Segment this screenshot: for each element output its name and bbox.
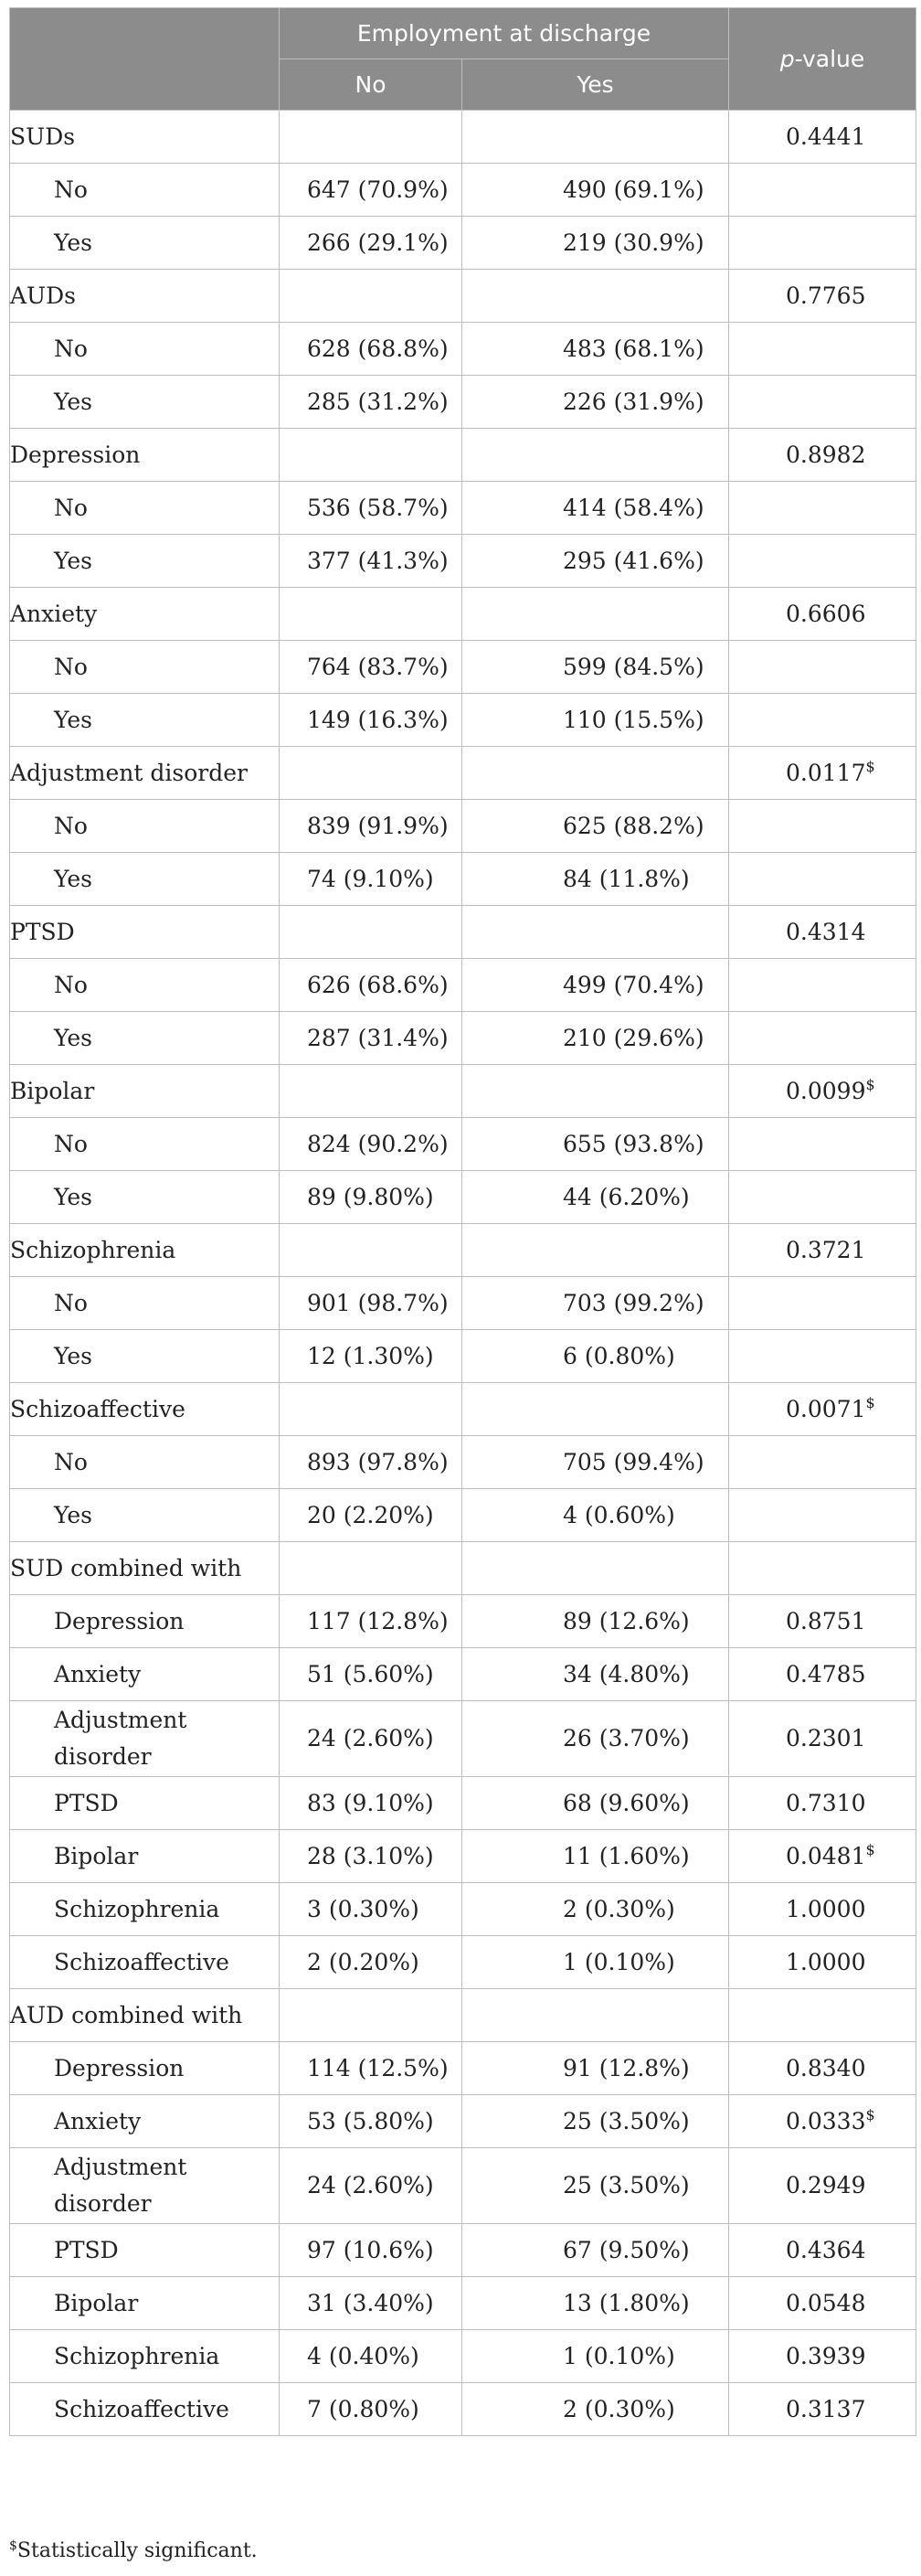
cell-yes: 13 (1.80%) bbox=[462, 2277, 729, 2330]
cell-no: 3 (0.30%) bbox=[280, 1883, 462, 1936]
cell-no: 2 (0.20%) bbox=[280, 1936, 462, 1989]
row-label: Anxiety bbox=[10, 1648, 280, 1701]
pvalue-text: 0.2301 bbox=[786, 1725, 866, 1751]
row-label: Anxiety bbox=[10, 2095, 280, 2148]
cell-no bbox=[280, 747, 462, 800]
cell-no: 626 (68.6%) bbox=[280, 959, 462, 1012]
table-row bbox=[10, 270, 916, 323]
cell-yes bbox=[462, 747, 729, 800]
table-row bbox=[10, 2224, 916, 2277]
table-row bbox=[10, 2042, 916, 2095]
cell-pvalue bbox=[729, 2277, 916, 2330]
table-row bbox=[10, 164, 916, 217]
cell-pvalue bbox=[729, 853, 916, 906]
row-label: Yes bbox=[10, 535, 280, 588]
cell-yes: 25 (3.50%) bbox=[462, 2148, 729, 2224]
cell-yes: 110 (15.5%) bbox=[462, 694, 729, 747]
cell-no: 97 (10.6%) bbox=[280, 2224, 462, 2277]
row-label: Yes bbox=[10, 853, 280, 906]
cell-no: 266 (29.1%) bbox=[280, 217, 462, 270]
cell-pvalue bbox=[729, 694, 916, 747]
table-row bbox=[10, 1330, 916, 1383]
cell-no: 536 (58.7%) bbox=[280, 482, 462, 535]
row-label: Schizophrenia bbox=[10, 1224, 280, 1277]
row-label: No bbox=[10, 959, 280, 1012]
row-label: Schizoaffective bbox=[10, 2383, 280, 2436]
table-row bbox=[10, 1489, 916, 1542]
row-label: Schizophrenia bbox=[10, 1883, 280, 1936]
employment-table bbox=[9, 7, 916, 2436]
cell-yes bbox=[462, 588, 729, 641]
cell-pvalue bbox=[729, 2095, 916, 2148]
row-label: AUD combined with bbox=[10, 1989, 280, 2042]
table-row bbox=[10, 853, 916, 906]
cell-no: 28 (3.10%) bbox=[280, 1830, 462, 1883]
table-row bbox=[10, 2148, 916, 2224]
cell-yes: 1 (0.10%) bbox=[462, 1936, 729, 1989]
table-row bbox=[10, 429, 916, 482]
cell-pvalue bbox=[729, 1383, 916, 1436]
table-body bbox=[10, 111, 916, 2436]
table-row bbox=[10, 800, 916, 853]
row-label: Adjustment disorder bbox=[10, 2148, 280, 2224]
row-label: AUDs bbox=[10, 270, 280, 323]
cell-no: 893 (97.8%) bbox=[280, 1436, 462, 1489]
cell-no: 824 (90.2%) bbox=[280, 1118, 462, 1171]
cell-yes: 295 (41.6%) bbox=[462, 535, 729, 588]
row-label: Yes bbox=[10, 376, 280, 429]
row-label: PTSD bbox=[10, 2224, 280, 2277]
cell-yes: 625 (88.2%) bbox=[462, 800, 729, 853]
row-label: Depression bbox=[10, 429, 280, 482]
cell-pvalue bbox=[729, 1883, 916, 1936]
table-row bbox=[10, 588, 916, 641]
header-group-title: Employment at discharge bbox=[280, 8, 729, 59]
pvalue-text: 1.0000 bbox=[786, 1949, 866, 1975]
cell-no: 24 (2.60%) bbox=[280, 1701, 462, 1777]
row-label: Bipolar bbox=[10, 1830, 280, 1883]
cell-no bbox=[280, 1989, 462, 2042]
cell-yes: 499 (70.4%) bbox=[462, 959, 729, 1012]
pvalue-text: 0.0481 bbox=[786, 1843, 866, 1869]
pvalue-text: 0.2949 bbox=[786, 2172, 866, 2198]
cell-no: 647 (70.9%) bbox=[280, 164, 462, 217]
cell-yes: 1 (0.10%) bbox=[462, 2330, 729, 2383]
cell-pvalue bbox=[729, 1224, 916, 1277]
cell-yes bbox=[462, 906, 729, 959]
table-row bbox=[10, 1436, 916, 1489]
cell-yes: 483 (68.1%) bbox=[462, 323, 729, 376]
table-row bbox=[10, 1065, 916, 1118]
pvalue-text: 0.0333 bbox=[786, 2108, 866, 2134]
cell-pvalue bbox=[729, 1118, 916, 1171]
cell-yes: 226 (31.9%) bbox=[462, 376, 729, 429]
cell-yes: 210 (29.6%) bbox=[462, 1012, 729, 1065]
cell-pvalue bbox=[729, 111, 916, 164]
cell-pvalue bbox=[729, 1595, 916, 1648]
cell-pvalue bbox=[729, 747, 916, 800]
row-label: PTSD bbox=[10, 1777, 280, 1830]
table-row bbox=[10, 747, 916, 800]
row-label: Bipolar bbox=[10, 2277, 280, 2330]
cell-yes: 68 (9.60%) bbox=[462, 1777, 729, 1830]
cell-no bbox=[280, 906, 462, 959]
table-row bbox=[10, 482, 916, 535]
cell-yes: 44 (6.20%) bbox=[462, 1171, 729, 1224]
row-label: Yes bbox=[10, 217, 280, 270]
cell-yes bbox=[462, 429, 729, 482]
cell-no: 74 (9.10%) bbox=[280, 853, 462, 906]
footnote-symbol: $ bbox=[9, 2539, 17, 2553]
significance-marker: $ bbox=[865, 2106, 875, 2124]
table-row bbox=[10, 1595, 916, 1648]
row-label: Yes bbox=[10, 1012, 280, 1065]
table-row bbox=[10, 1936, 916, 1989]
pvalue-text: 1.0000 bbox=[786, 1896, 866, 1922]
cell-pvalue bbox=[729, 1989, 916, 2042]
cell-no: 149 (16.3%) bbox=[280, 694, 462, 747]
table-row bbox=[10, 1830, 916, 1883]
cell-yes bbox=[462, 1224, 729, 1277]
pvalue-text: 0.8982 bbox=[786, 442, 866, 468]
row-label: Anxiety bbox=[10, 588, 280, 641]
row-label: Schizophrenia bbox=[10, 2330, 280, 2383]
header-pvalue bbox=[729, 8, 916, 111]
table-row bbox=[10, 323, 916, 376]
row-label: No bbox=[10, 1277, 280, 1330]
cell-yes: 6 (0.80%) bbox=[462, 1330, 729, 1383]
row-label: No bbox=[10, 323, 280, 376]
table-row bbox=[10, 1777, 916, 1830]
cell-yes: 599 (84.5%) bbox=[462, 641, 729, 694]
pvalue-text: 0.0548 bbox=[786, 2290, 866, 2316]
row-label: No bbox=[10, 482, 280, 535]
pvalue-text: 0.6606 bbox=[786, 601, 866, 627]
cell-pvalue bbox=[729, 1012, 916, 1065]
row-label: SUD combined with bbox=[10, 1542, 280, 1595]
cell-no: 901 (98.7%) bbox=[280, 1277, 462, 1330]
pvalue-text: 0.3137 bbox=[786, 2396, 866, 2422]
cell-pvalue bbox=[729, 1830, 916, 1883]
cell-pvalue bbox=[729, 2330, 916, 2383]
cell-no: 764 (83.7%) bbox=[280, 641, 462, 694]
cell-no: 24 (2.60%) bbox=[280, 2148, 462, 2224]
cell-no: 628 (68.8%) bbox=[280, 323, 462, 376]
pvalue-text: 0.3939 bbox=[786, 2343, 866, 2369]
table-row bbox=[10, 1171, 916, 1224]
row-label: Yes bbox=[10, 694, 280, 747]
cell-yes: 414 (58.4%) bbox=[462, 482, 729, 535]
cell-yes: 34 (4.80%) bbox=[462, 1648, 729, 1701]
table-row bbox=[10, 694, 916, 747]
row-label: Yes bbox=[10, 1489, 280, 1542]
cell-yes bbox=[462, 111, 729, 164]
table-row bbox=[10, 1224, 916, 1277]
cell-no: 89 (9.80%) bbox=[280, 1171, 462, 1224]
cell-pvalue bbox=[729, 2042, 916, 2095]
row-label: Adjustment disorder bbox=[10, 747, 280, 800]
cell-pvalue bbox=[729, 482, 916, 535]
row-label: SUDs bbox=[10, 111, 280, 164]
row-label: PTSD bbox=[10, 906, 280, 959]
cell-yes: 91 (12.8%) bbox=[462, 2042, 729, 2095]
table-row bbox=[10, 376, 916, 429]
header-blank-cell bbox=[10, 8, 280, 111]
pvalue-text: 0.7310 bbox=[786, 1790, 866, 1816]
cell-pvalue bbox=[729, 1777, 916, 1830]
cell-pvalue bbox=[729, 1330, 916, 1383]
row-label: Bipolar bbox=[10, 1065, 280, 1118]
cell-pvalue bbox=[729, 376, 916, 429]
table-row bbox=[10, 1383, 916, 1436]
row-label: Yes bbox=[10, 1330, 280, 1383]
cell-no bbox=[280, 429, 462, 482]
row-label: No bbox=[10, 1118, 280, 1171]
cell-no: 4 (0.40%) bbox=[280, 2330, 462, 2383]
header-pvalue-rest: -value bbox=[794, 46, 865, 72]
cell-pvalue bbox=[729, 535, 916, 588]
table-row bbox=[10, 111, 916, 164]
cell-yes bbox=[462, 1065, 729, 1118]
cell-yes: 11 (1.60%) bbox=[462, 1830, 729, 1883]
significance-marker: $ bbox=[865, 1076, 875, 1093]
pvalue-text: 0.7765 bbox=[786, 282, 866, 309]
cell-no: 287 (31.4%) bbox=[280, 1012, 462, 1065]
cell-yes bbox=[462, 270, 729, 323]
cell-no: 7 (0.80%) bbox=[280, 2383, 462, 2436]
cell-no: 839 (91.9%) bbox=[280, 800, 462, 853]
table-row bbox=[10, 1701, 916, 1777]
cell-pvalue bbox=[729, 217, 916, 270]
cell-pvalue bbox=[729, 1701, 916, 1777]
cell-pvalue bbox=[729, 1436, 916, 1489]
cell-pvalue bbox=[729, 959, 916, 1012]
cell-pvalue bbox=[729, 641, 916, 694]
cell-no: 12 (1.30%) bbox=[280, 1330, 462, 1383]
table-row bbox=[10, 535, 916, 588]
cell-pvalue bbox=[729, 2148, 916, 2224]
row-label: Depression bbox=[10, 1595, 280, 1648]
cell-no: 53 (5.80%) bbox=[280, 2095, 462, 2148]
row-label: No bbox=[10, 800, 280, 853]
header-col-yes: Yes bbox=[462, 59, 729, 111]
cell-pvalue bbox=[729, 323, 916, 376]
table-row bbox=[10, 641, 916, 694]
table-row bbox=[10, 1542, 916, 1595]
pvalue-text: 0.0071 bbox=[786, 1396, 866, 1422]
table-row bbox=[10, 1118, 916, 1171]
row-label: Depression bbox=[10, 2042, 280, 2095]
table-row bbox=[10, 1012, 916, 1065]
table-row bbox=[10, 2383, 916, 2436]
table-row bbox=[10, 2330, 916, 2383]
cell-yes bbox=[462, 1383, 729, 1436]
cell-yes: 2 (0.30%) bbox=[462, 2383, 729, 2436]
row-label: Schizoaffective bbox=[10, 1936, 280, 1989]
table-row bbox=[10, 1989, 916, 2042]
row-label: Yes bbox=[10, 1171, 280, 1224]
cell-yes: 26 (3.70%) bbox=[462, 1701, 729, 1777]
cell-no: 117 (12.8%) bbox=[280, 1595, 462, 1648]
cell-pvalue bbox=[729, 1065, 916, 1118]
table-row bbox=[10, 1883, 916, 1936]
header-col-no: No bbox=[280, 59, 462, 111]
cell-pvalue bbox=[729, 270, 916, 323]
cell-no: 31 (3.40%) bbox=[280, 2277, 462, 2330]
cell-no: 114 (12.5%) bbox=[280, 2042, 462, 2095]
table-row bbox=[10, 1277, 916, 1330]
cell-pvalue bbox=[729, 1489, 916, 1542]
pvalue-text: 0.4314 bbox=[786, 919, 866, 945]
cell-no bbox=[280, 111, 462, 164]
cell-no bbox=[280, 1065, 462, 1118]
row-label: Schizoaffective bbox=[10, 1383, 280, 1436]
significance-marker: $ bbox=[865, 1394, 875, 1411]
cell-no bbox=[280, 1224, 462, 1277]
cell-pvalue bbox=[729, 164, 916, 217]
cell-pvalue bbox=[729, 1648, 916, 1701]
cell-yes: 219 (30.9%) bbox=[462, 217, 729, 270]
row-label: No bbox=[10, 641, 280, 694]
cell-no: 51 (5.60%) bbox=[280, 1648, 462, 1701]
table-row bbox=[10, 217, 916, 270]
cell-pvalue bbox=[729, 800, 916, 853]
cell-yes: 89 (12.6%) bbox=[462, 1595, 729, 1648]
cell-yes: 4 (0.60%) bbox=[462, 1489, 729, 1542]
pvalue-text: 0.0099 bbox=[786, 1078, 866, 1104]
cell-pvalue bbox=[729, 1171, 916, 1224]
table-row bbox=[10, 906, 916, 959]
cell-yes bbox=[462, 1542, 729, 1595]
cell-yes: 25 (3.50%) bbox=[462, 2095, 729, 2148]
cell-yes bbox=[462, 1989, 729, 2042]
cell-pvalue bbox=[729, 1277, 916, 1330]
row-label: Adjustment disorder bbox=[10, 1701, 280, 1777]
cell-no: 285 (31.2%) bbox=[280, 376, 462, 429]
cell-no bbox=[280, 1383, 462, 1436]
cell-yes: 655 (93.8%) bbox=[462, 1118, 729, 1171]
cell-yes: 67 (9.50%) bbox=[462, 2224, 729, 2277]
cell-yes: 490 (69.1%) bbox=[462, 164, 729, 217]
pvalue-text: 0.8751 bbox=[786, 1608, 866, 1634]
cell-yes: 2 (0.30%) bbox=[462, 1883, 729, 1936]
header-pvalue-p: p bbox=[779, 46, 795, 72]
table-header bbox=[10, 8, 916, 111]
cell-yes: 705 (99.4%) bbox=[462, 1436, 729, 1489]
cell-pvalue bbox=[729, 2383, 916, 2436]
cell-pvalue bbox=[729, 429, 916, 482]
significance-marker: $ bbox=[865, 758, 875, 775]
row-label: No bbox=[10, 164, 280, 217]
pvalue-text: 0.8340 bbox=[786, 2055, 866, 2081]
footnote-text: Statistically significant. bbox=[16, 2539, 258, 2562]
table-row bbox=[10, 2095, 916, 2148]
significance-marker: $ bbox=[865, 1841, 875, 1858]
cell-yes: 84 (11.8%) bbox=[462, 853, 729, 906]
cell-pvalue bbox=[729, 1936, 916, 1989]
cell-yes: 703 (99.2%) bbox=[462, 1277, 729, 1330]
footnote bbox=[9, 2539, 258, 2562]
row-label: No bbox=[10, 1436, 280, 1489]
cell-pvalue bbox=[729, 588, 916, 641]
cell-pvalue bbox=[729, 1542, 916, 1595]
table-row bbox=[10, 1648, 916, 1701]
pvalue-text: 0.4785 bbox=[786, 1661, 866, 1687]
pvalue-text: 0.3721 bbox=[786, 1237, 866, 1263]
cell-no bbox=[280, 270, 462, 323]
pvalue-text: 0.4364 bbox=[786, 2237, 866, 2263]
pvalue-text: 0.0117 bbox=[786, 760, 866, 786]
table-row bbox=[10, 959, 916, 1012]
table-row bbox=[10, 2277, 916, 2330]
cell-no: 20 (2.20%) bbox=[280, 1489, 462, 1542]
cell-pvalue bbox=[729, 2224, 916, 2277]
cell-no: 83 (9.10%) bbox=[280, 1777, 462, 1830]
cell-no bbox=[280, 1542, 462, 1595]
cell-no: 377 (41.3%) bbox=[280, 535, 462, 588]
pvalue-text: 0.4441 bbox=[786, 123, 866, 150]
cell-no bbox=[280, 588, 462, 641]
cell-pvalue bbox=[729, 906, 916, 959]
